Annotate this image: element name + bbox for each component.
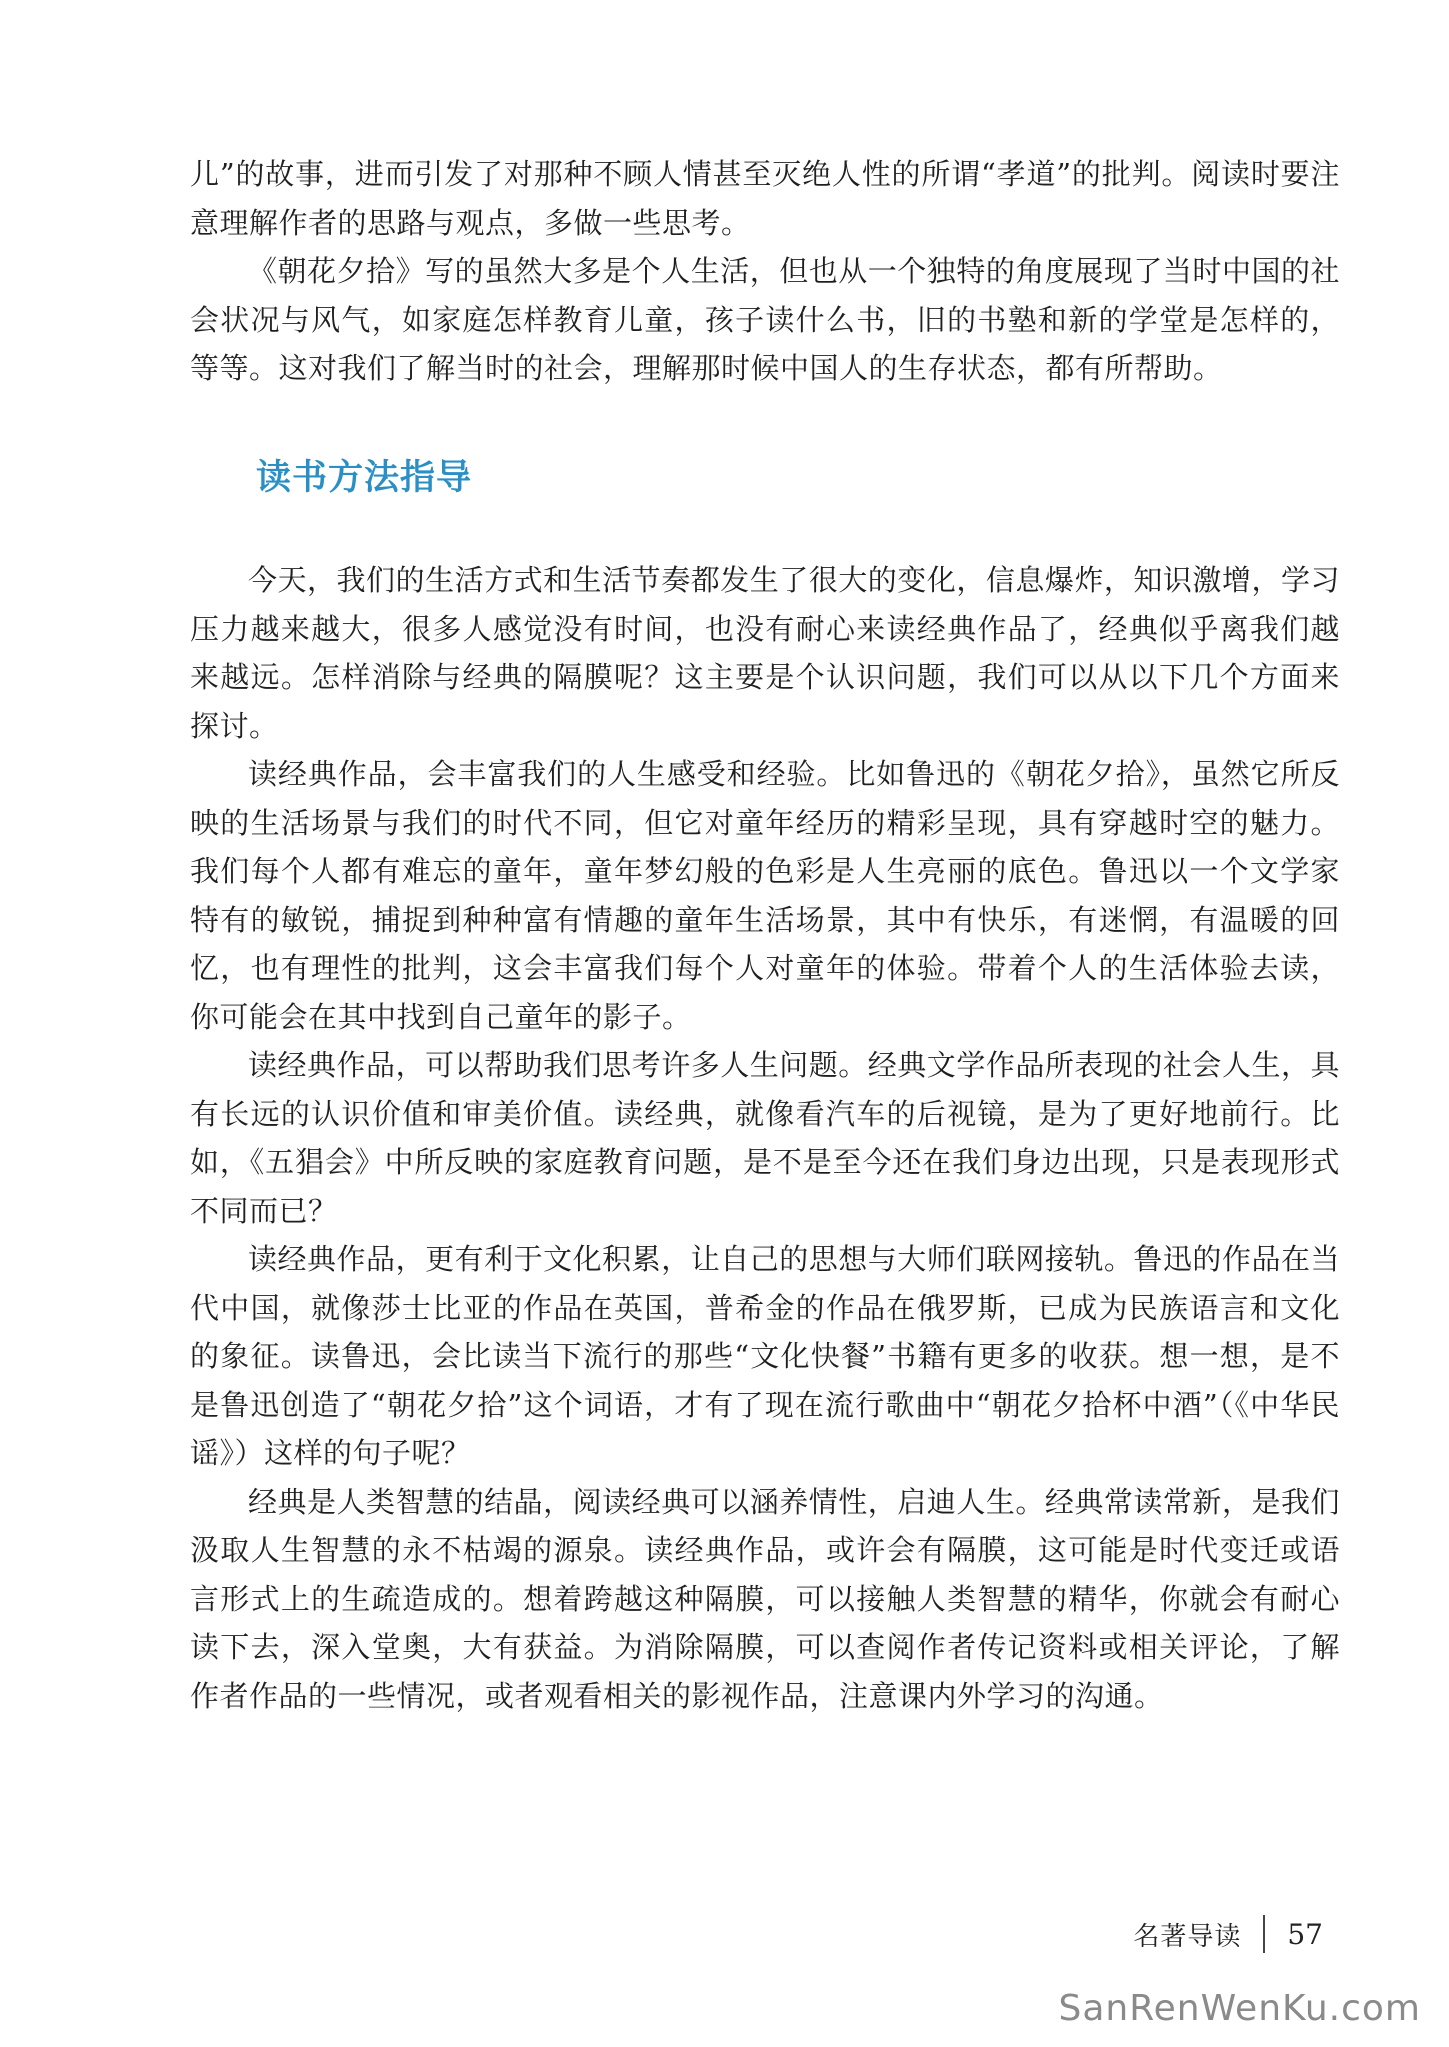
page-number: 57 <box>1287 1917 1323 1951</box>
intro-paragraph-2: 《朝花夕拾》写的虽然大多是个人生活，但也从一个独特的角度展现了当时中国的社会状况与风气，如家庭怎样教育儿童，孩子读什么书，旧的书塾和新的学堂是怎样的，等等。这对我们了解当时的社会，理解那时候中国人的生存状态，都有所帮助。 <box>190 254 1340 385</box>
body-paragraph-2: 读经典作品，会丰富我们的人生感受和经验。比如鲁迅的《朝花夕拾》，虽然它所反映的生活场景与我们的时代不同，但它对童年经历的精彩呈现，具有穿越时空的魅力。我们每个人都有难忘的童年，童年梦幻般的色彩是人生亮丽的底色。鲁迅以一个文学家特有的敏锐，捕捉到种种富有情趣的童年生活场景，其中有快乐，有迷惘，有温暖的回忆，也有理性的批判，这会丰富我们每个人对童年的体验。带着个人的生活体验去读，你可能会在其中找到自己童年的影子。 <box>190 757 1340 1034</box>
footer-divider <box>1263 1915 1265 1953</box>
footer-book-title: 名著导读 <box>1133 1921 1242 1952</box>
body-paragraph-1: 今天，我们的生活方式和生活节奏都发生了很大的变化，信息爆炸，知识激增，学习压力越来越大，很多人感觉没有时间，也没有耐心来读经典作品了，经典似乎离我们越来越远。怎样消除与经典的隔膜呢？这主要是个认识问题，我们可以从以下几个方面来探讨。 <box>190 563 1340 743</box>
body-paragraph-3: 读经典作品，可以帮助我们思考许多人生问题。经典文学作品所表现的社会人生，具有长远的认识价值和审美价值。读经典，就像看汽车的后视镜，是为了更好地前行。比如，《五猖会》中所反映的家庭教育问题，是不是至今还在我们身边出现，只是表现形式不同而已？ <box>190 1048 1340 1228</box>
section-title: 读书方法指导 <box>256 458 473 498</box>
watermark: SanRenWenKu.com <box>1058 1988 1421 2029</box>
intro-text <box>190 150 1340 393</box>
page-footer <box>1133 1915 1323 1953</box>
section-body <box>190 556 1340 1720</box>
intro-paragraph-1: 儿”的故事，进而引发了对那种不顾人情甚至灭绝人性的所谓“孝道”的批判。阅读时要注意理解作者的思路与观点，多做一些思考。 <box>190 157 1340 240</box>
body-paragraph-4: 读经典作品，更有利于文化积累，让自己的思想与大师们联网接轨。鲁迅的作品在当代中国，就像莎士比亚的作品在英国，普希金的作品在俄罗斯，已成为民族语言和文化的象征。读鲁迅，会比读当下流行的那些“文化快餐”书籍有更多的收获。想一想，是不是鲁迅创造了“朝花夕拾”这个词语，才有了现在流行歌曲中“朝花夕拾杯中酒”（《中华民谣》）这样的句子呢？ <box>190 1242 1340 1470</box>
body-paragraph-5: 经典是人类智慧的结晶，阅读经典可以涵养情性，启迪人生。经典常读常新，是我们汲取人生智慧的永不枯竭的源泉。读经典作品，或许会有隔膜，这可能是时代变迁或语言形式上的生疏造成的。想着跨越这种隔膜，可以接触人类智慧的精华，你就会有耐心读下去，深入堂奥，大有获益。为消除隔膜，可以查阅作者传记资料或相关评论，了解作者作品的一些情况，或者观看相关的影视作品，注意课内外学习的沟通。 <box>190 1484 1340 1713</box>
